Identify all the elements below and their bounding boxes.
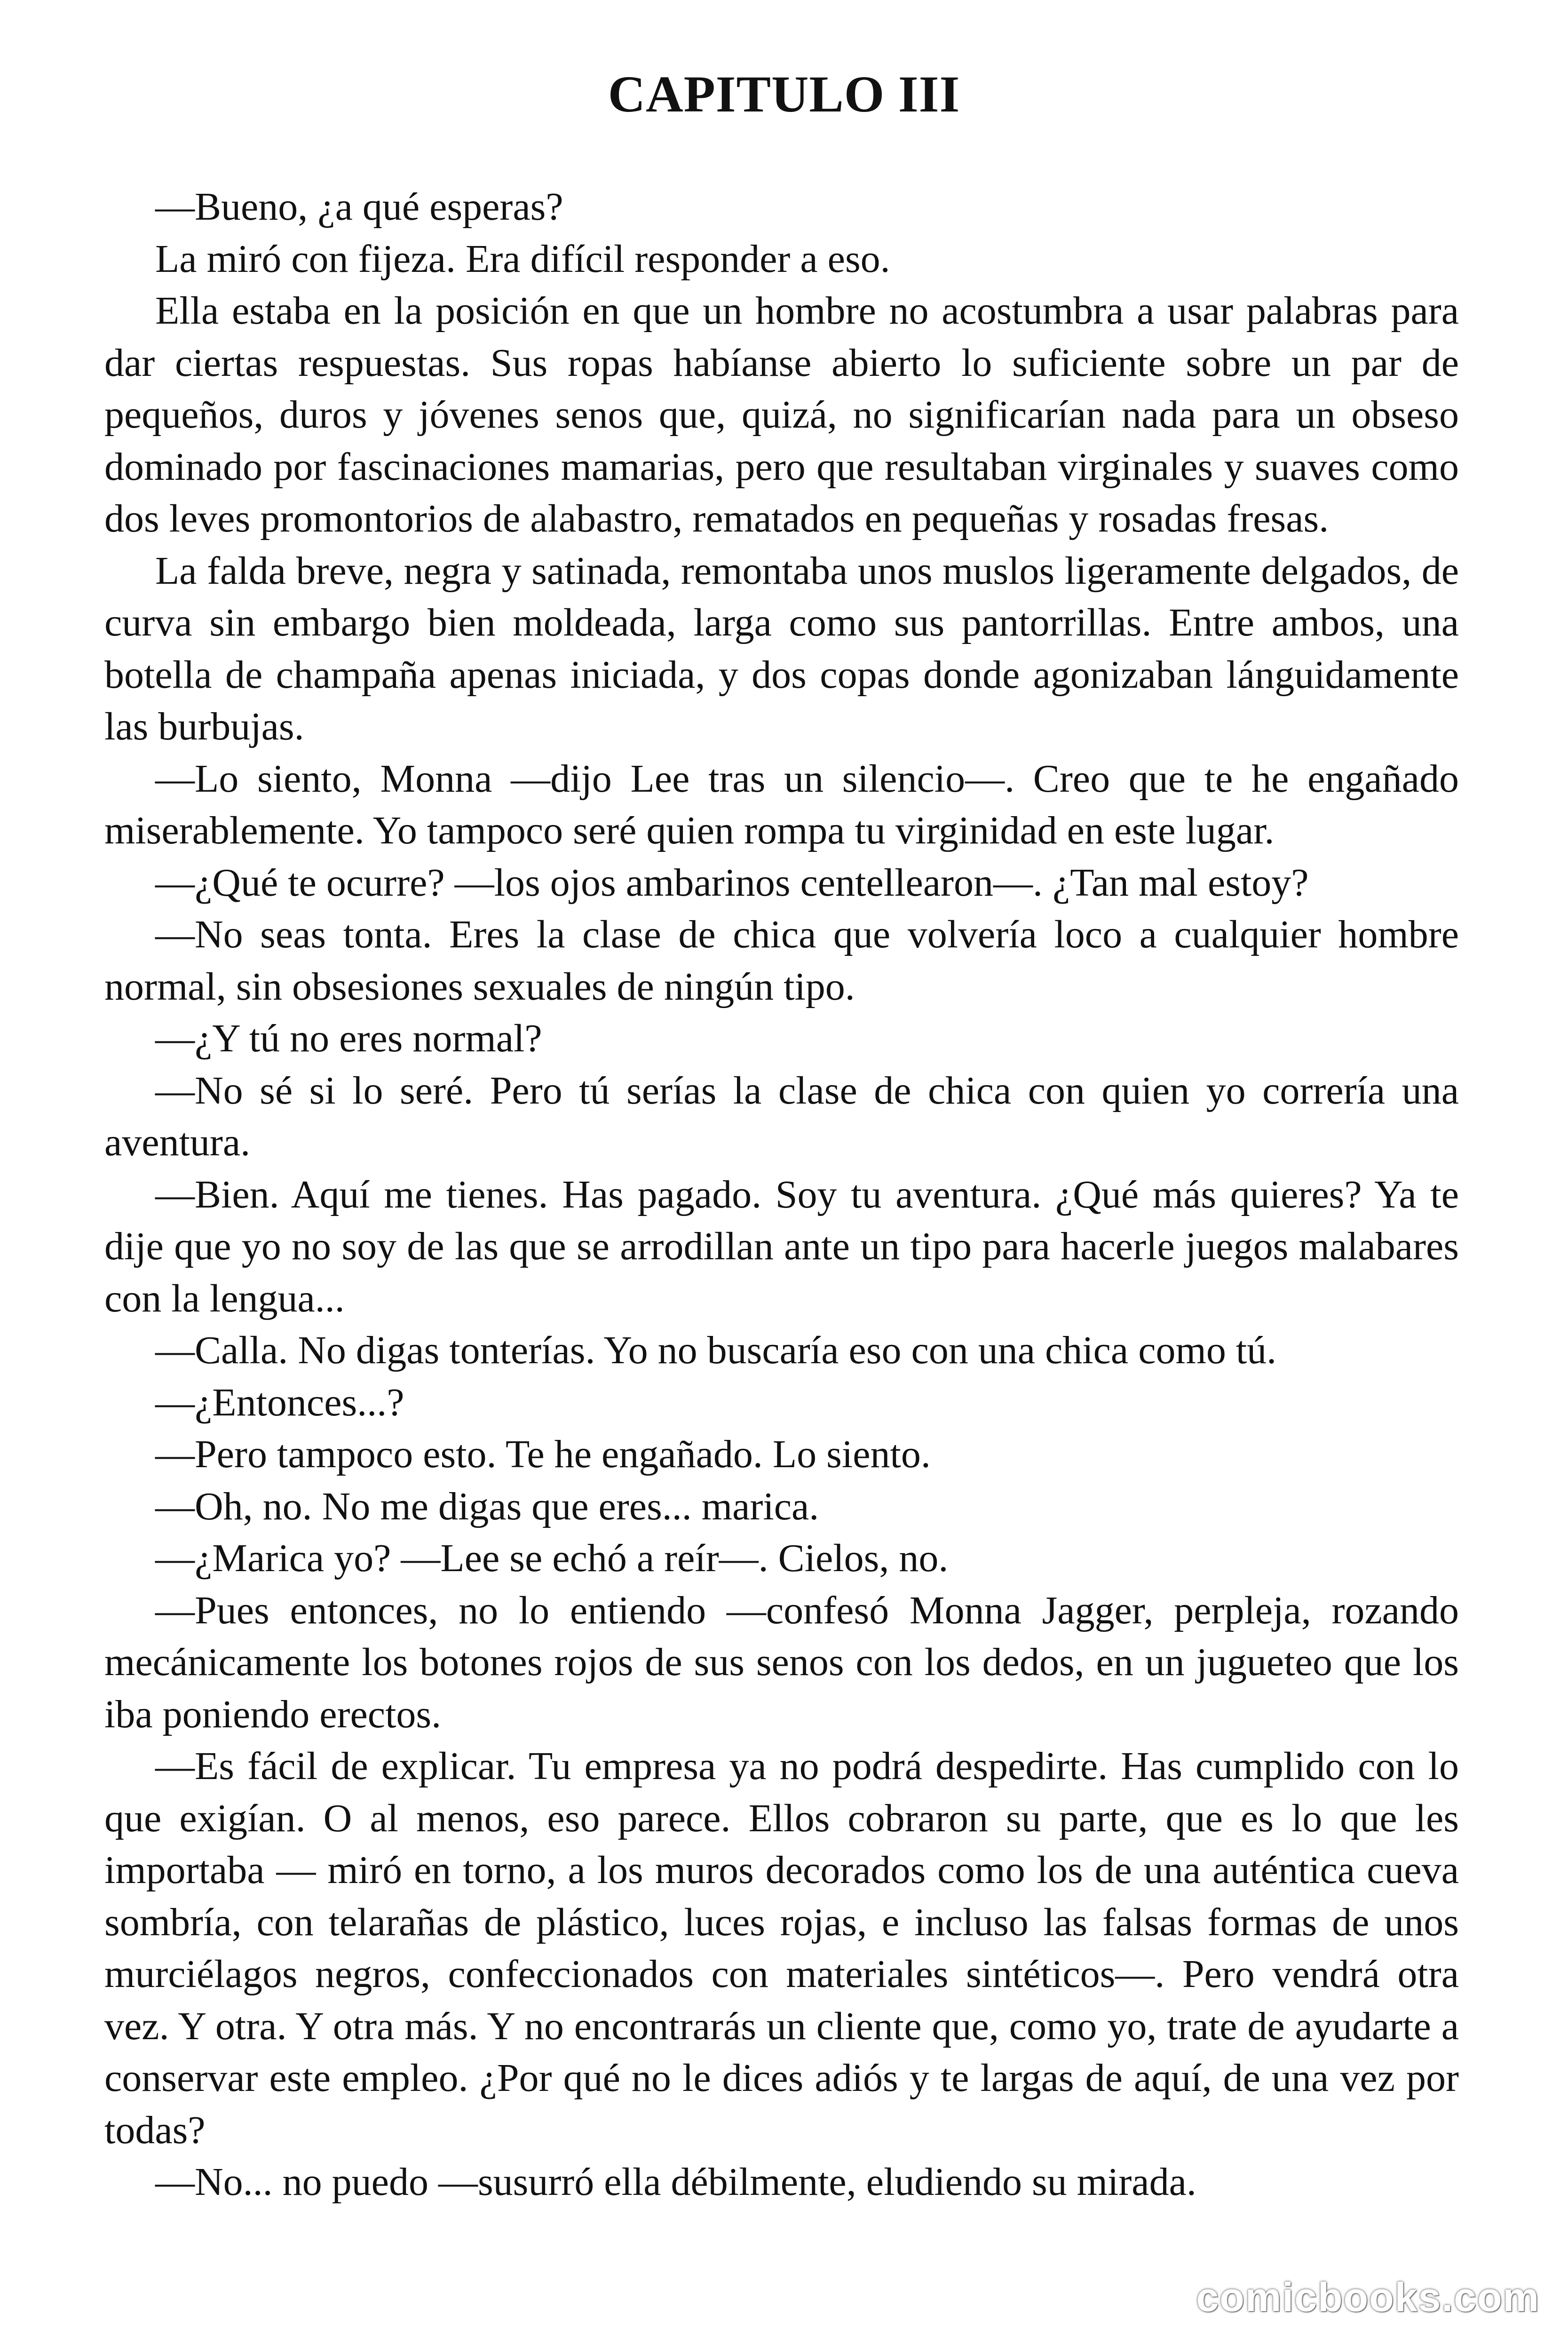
paragraph: —¿Qué te ocurre? —los ojos ambarinos centellearon—. ¿Tan mal estoy? [155,860,1309,905]
paragraph: —¿Entonces...? [155,1380,404,1424]
watermark-text: comicbooks.com [1196,2275,1540,2320]
paragraph: —No seas tonta. Eres la clase de chica que volvería loco a cualquier hombre normal, sin obsesiones sexuales de ningún tipo. [104,913,1459,1009]
chapter-body [104,181,1459,2209]
paragraph: —¿Marica yo? —Lee se echó a reír—. Cielos, no. [155,1536,949,1580]
paragraph: —Pues entonces, no lo entiendo —confesó Monna Jagger, perpleja, rozando mecánicamente los botones rojos de sus senos con los dedos, en un jugueteo que los iba poniendo erectos. [104,1588,1459,1736]
paragraph: —Bueno, ¿a qué esperas? [155,185,563,229]
paragraph: —Oh, no. No me digas que eres... marica. [155,1484,819,1528]
paragraph: Ella estaba en la posición en que un hombre no acostumbra a usar palabras para dar ciertas respuestas. Sus ropas habíanse abierto lo suficiente sobre un par de pequeños, duros y jóvenes senos que, quizá, no significarían nada para un obseso dominado por fascinaciones mamarias, pero que resultaban virginales y suaves como dos leves promontorios de alabastro, rematados en pequeñas y rosadas fresas. [104,289,1459,540]
paragraph: —No sé si lo seré. Pero tú serías la clase de chica con quien yo correría una aventura. [104,1068,1459,1164]
paragraph: —No... no puedo —susurró ella débilmente, eludiendo su mirada. [155,2160,1196,2204]
paragraph: —¿Y tú no eres normal? [155,1017,542,1060]
paragraph: La falda breve, negra y satinada, remontaba unos muslos ligeramente delgados, de curva sin embargo bien moldeada, larga como sus pantorrillas. Entre ambos, una botella de champaña apenas iniciada, y dos copas donde agonizaban lánguidamente las burbujas. [104,548,1459,748]
chapter-title: CAPITULO III [608,65,960,123]
paragraph: —Bien. Aquí me tienes. Has pagado. Soy tu aventura. ¿Qué más quieres? Ya te dije que yo no soy de las que se arrodillan ante un tipo para hacerle juegos malabares con la lengua... [104,1172,1459,1320]
paragraph: —Lo siento, Monna —dijo Lee tras un silencio—. Creo que te he engañado miserablemente. Yo tampoco seré quien rompa tu virginidad en este lugar. [104,756,1459,852]
paragraph: —Calla. No digas tonterías. Yo no buscaría eso con una chica como tú. [155,1328,1277,1372]
paragraph: La miró con fijeza. Era difícil responder a eso. [155,237,890,281]
paragraph: —Pero tampoco esto. Te he engañado. Lo siento. [155,1432,931,1476]
paragraph: —Es fácil de explicar. Tu empresa ya no podrá despedirte. Has cumplido con lo que exigían. O al menos, eso parece. Ellos cobraron su parte, que es lo que les importaba — miró en torno, a los muros decorados como los de una auténtica cueva sombría, con telarañas de plástico, luces rojas, e incluso las falsas formas de unos murciélagos negros, confeccionados con materiales sintéticos—. Pero vendrá otra vez. Y otra. Y otra más. Y no encontrarás un cliente que, como yo, trate de ayudarte a conservar este empleo. ¿Por qué no le dices adiós y te largas de aquí, de una vez por todas? [104,1744,1459,2152]
